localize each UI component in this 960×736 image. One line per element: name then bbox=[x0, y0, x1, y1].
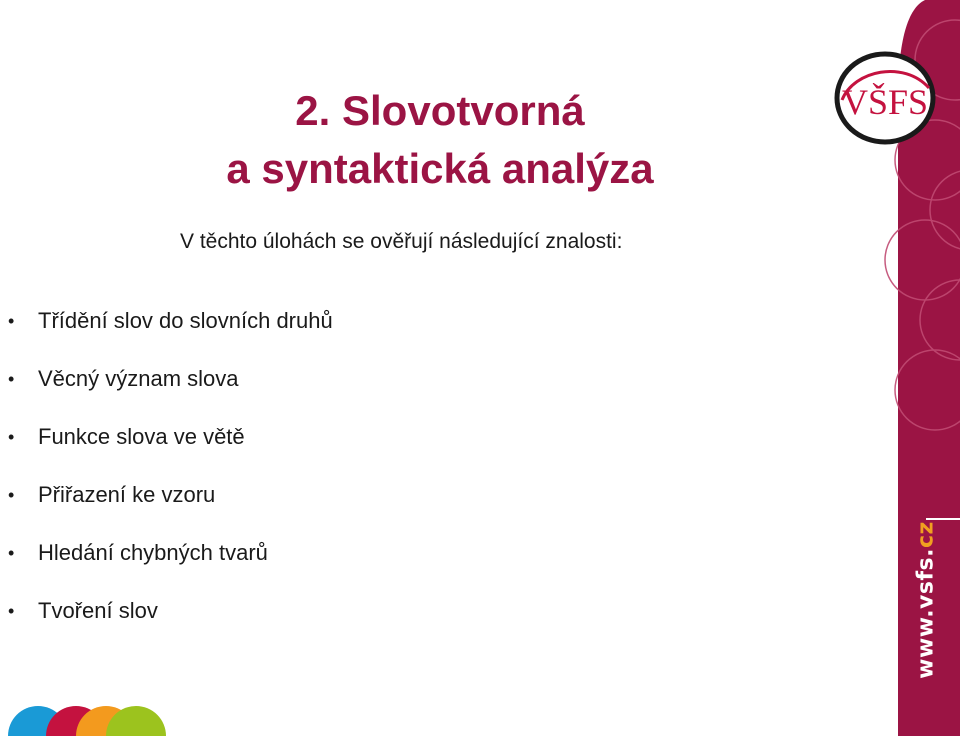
list-item-text: Tvoření slov bbox=[38, 598, 158, 623]
list-item bbox=[0, 538, 333, 596]
bullet-icon: • bbox=[8, 427, 15, 447]
list-item-text: Funkce slova ve větě bbox=[38, 424, 245, 449]
title-line-1: 2. Slovotvorná bbox=[295, 87, 585, 134]
list-item bbox=[0, 422, 333, 480]
vsfs-logo bbox=[834, 50, 936, 146]
website-name: www.vsfs. bbox=[913, 547, 939, 679]
list-item-text: Hledání chybných tvarů bbox=[38, 540, 268, 565]
slide-title bbox=[150, 82, 730, 198]
bullet-list bbox=[0, 306, 333, 654]
slide-subtitle: V těchto úlohách se ověřují následující znalosti: bbox=[180, 230, 623, 253]
list-item-text: Třídění slov do slovních druhů bbox=[38, 308, 333, 333]
list-item bbox=[0, 364, 333, 422]
list-item-text: Přiřazení ke vzoru bbox=[38, 482, 216, 507]
logo-text: VŠFS bbox=[841, 82, 929, 122]
title-line-2: a syntaktická analýza bbox=[226, 145, 654, 192]
bullet-icon: • bbox=[8, 543, 15, 563]
list-item bbox=[0, 596, 333, 654]
list-item bbox=[0, 306, 333, 364]
list-item bbox=[0, 480, 333, 538]
bullet-icon: • bbox=[8, 369, 15, 389]
decorative-circles bbox=[0, 700, 180, 736]
list-item-text: Věcný význam slova bbox=[38, 366, 239, 391]
website-tld: cz bbox=[913, 521, 939, 548]
sidebar-divider bbox=[926, 518, 960, 520]
bullet-icon: • bbox=[8, 601, 15, 621]
website-url bbox=[896, 521, 956, 679]
bullet-icon: • bbox=[8, 311, 15, 331]
bullet-icon: • bbox=[8, 485, 15, 505]
